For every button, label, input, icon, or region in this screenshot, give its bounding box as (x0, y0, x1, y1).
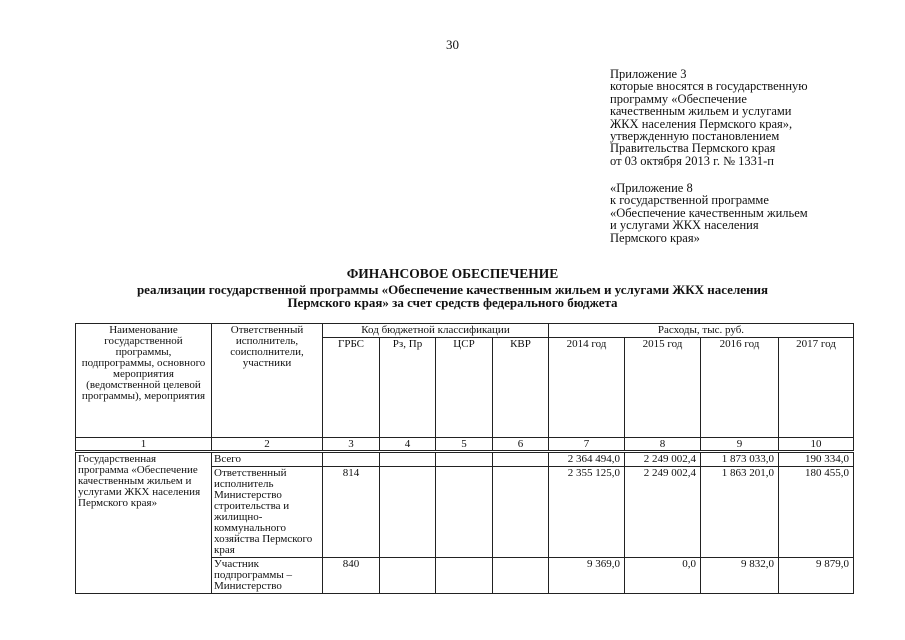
annex-intro-line: качественным жильем и услугами (610, 104, 792, 119)
header-name: Наименование государственной программы, подпрограммы, основного мероприятия (ведомственной целевой программы), мероприятия (76, 324, 212, 438)
table-row (76, 452, 854, 467)
col-number: 5 (436, 438, 493, 452)
document-title: ФИНАНСОВОЕ ОБЕСПЕЧЕНИЕ (346, 266, 559, 281)
header-year-2017: 2017 год (779, 338, 854, 438)
annex-intro-line: которые вносятся в государственную (610, 79, 808, 94)
grbs-cell: 840 (323, 558, 380, 594)
csr-cell (436, 467, 493, 558)
page-number: 30 (446, 37, 459, 52)
annex-intro-line: Правительства Пермского края (610, 141, 776, 156)
value-2015-cell: 2 249 002,4 (625, 452, 701, 467)
annex-intro (610, 68, 808, 167)
annex-ref-line: «Приложение 8 (610, 181, 693, 195)
value-2016-cell: 1 873 033,0 (701, 452, 779, 467)
annex-ref-line: «Обеспечение качественным жильем (610, 205, 808, 220)
kvr-cell (493, 467, 549, 558)
col-number: 1 (76, 438, 212, 452)
csr-cell (436, 558, 493, 594)
col-number: 8 (625, 438, 701, 452)
subtitle-line: реализации государственной программы «Обеспечение качественным жильем и услугами ЖКХ населения (136, 282, 769, 297)
header-responsible: Ответственный исполнитель, соисполнители, участники (212, 324, 323, 438)
header-year-2015: 2015 год (625, 338, 701, 438)
col-number: 9 (701, 438, 779, 452)
program-name-cell: Государственная программа «Обеспечение качественным жильем и услугами ЖКХ населения Пермского края» (76, 452, 212, 594)
header-kvr: КВР (493, 338, 549, 438)
value-2015-cell: 2 249 002,4 (625, 467, 701, 558)
annex-ref-line: и услугами ЖКХ населения (610, 218, 759, 233)
annex-intro-line: от 03 октября 2013 г. № 1331-п (610, 153, 774, 168)
csr-cell (436, 452, 493, 467)
rz-pr-cell (380, 467, 436, 558)
header-rz-pr: Рз, Пр (380, 338, 436, 438)
annex-ref-line: Пермского края» (610, 230, 700, 245)
annex-intro-line: Приложение 3 (610, 67, 687, 81)
value-2017-cell: 180 455,0 (779, 467, 854, 558)
annex-intro-line: утвержденную постановлением (610, 129, 780, 144)
value-2017-cell: 190 334,0 (779, 452, 854, 467)
col-number: 3 (323, 438, 380, 452)
table-header-row (76, 324, 854, 338)
rz-pr-cell (380, 452, 436, 467)
col-number: 10 (779, 438, 854, 452)
value-2015-cell: 0,0 (625, 558, 701, 594)
value-2017-cell: 9 879,0 (779, 558, 854, 594)
col-number: 2 (212, 438, 323, 452)
value-2014-cell: 9 369,0 (549, 558, 625, 594)
responsible-cell: Ответственный исполнитель Министерство строительства и жилищно-коммунального хозяйства Пермского края (212, 467, 323, 558)
annex-intro-line: программу «Обеспечение (610, 91, 747, 106)
responsible-cell: Участник подпрограммы – Министерство (212, 558, 323, 594)
annex-intro-line: ЖКХ населения Пермского края», (610, 116, 793, 131)
column-number-row (76, 438, 854, 452)
col-number: 7 (549, 438, 625, 452)
subtitle-line: Пермского края» за счет средств федерального бюджета (287, 295, 618, 310)
header-grbs: ГРБС (323, 338, 380, 438)
financing-table (75, 323, 854, 594)
col-number: 6 (493, 438, 549, 452)
kvr-cell (493, 558, 549, 594)
value-2016-cell: 1 863 201,0 (701, 467, 779, 558)
header-year-2016: 2016 год (701, 338, 779, 438)
header-csr: ЦСР (436, 338, 493, 438)
header-year-2014: 2014 год (549, 338, 625, 438)
value-2014-cell: 2 355 125,0 (549, 467, 625, 558)
responsible-cell: Всего (212, 452, 323, 467)
document-subtitle (0, 283, 905, 309)
annex-ref-line: к государственной программе (610, 193, 769, 208)
col-number: 4 (380, 438, 436, 452)
header-budget-code: Код бюджетной классификации (323, 324, 549, 338)
kvr-cell (493, 452, 549, 467)
grbs-cell (323, 452, 380, 467)
rz-pr-cell (380, 558, 436, 594)
value-2014-cell: 2 364 494,0 (549, 452, 625, 467)
annex-reference (610, 182, 808, 244)
value-2016-cell: 9 832,0 (701, 558, 779, 594)
grbs-cell: 814 (323, 467, 380, 558)
header-expenses: Расходы, тыс. руб. (549, 324, 854, 338)
